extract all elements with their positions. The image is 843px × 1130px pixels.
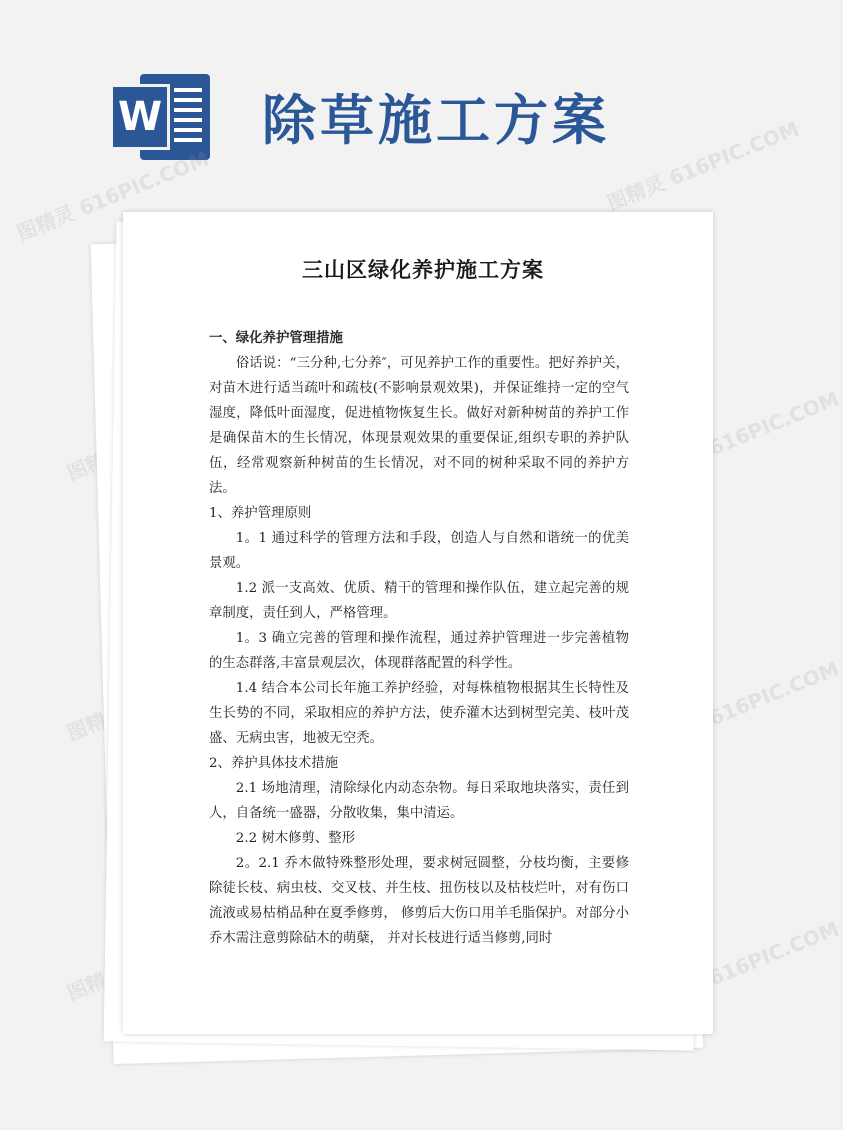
section-heading: 一、绿化养护管理措施 xyxy=(209,331,343,346)
intro-paragraph: 俗话说：“三分种,七分养″，可见养护工作的重要性。把好养护关，对苗木进行适当疏叶和疏枝(不影响景观效果)，并保证维持一定的空气湿度，降低叶面湿度，促进植物恢复生长。做好对新种树苗的养护工作是确保苗木的生长情况，体现景观效果的重要保证,组织专职的养护队伍，经常观察新种树苗的生长情况，对不同的树种采取不同的养护方法。 xyxy=(209,356,629,496)
body-paragraph: 1。1 通过科学的管理方法和手段，创造人与自然和谐统一的优美景观。 xyxy=(209,531,629,571)
watermark: 图精灵 616PIC.COM xyxy=(13,146,213,246)
text-line-decoration xyxy=(174,138,202,142)
header-title: 除草施工方案 xyxy=(262,89,610,152)
word-logo-letter: W xyxy=(110,84,170,150)
text-line-decoration xyxy=(174,88,202,92)
body-paragraph: 2.2 树木修剪、整形 xyxy=(235,831,356,846)
document-page xyxy=(123,212,713,1034)
watermark: 图精灵 616PIC.COM xyxy=(643,386,843,486)
subsection-heading: 1、养护管理原则 xyxy=(209,506,312,521)
watermark: 图精灵 616PIC.COM xyxy=(643,656,843,756)
text-line-decoration xyxy=(174,108,202,112)
word-document-icon xyxy=(110,74,214,160)
body-paragraph: 2.1 场地清理，清除绿化内动态杂物。每日采取地块落实，责任到人，自备统一盛器，分散收集，集中清运。 xyxy=(209,781,629,821)
text-line-decoration xyxy=(174,128,202,132)
watermark: 图精灵 616PIC.COM xyxy=(603,116,803,216)
watermark: 图精灵 xyxy=(63,700,129,746)
body-paragraph: 1.2 派一支高效、优质、精干的管理和操作队伍，建立起完善的规章制度，责任到人，严格管理。 xyxy=(209,581,629,621)
watermark: 图精灵 616PIC.COM xyxy=(643,916,843,1016)
watermark: 图精灵 xyxy=(63,960,129,1006)
text-line-decoration xyxy=(174,98,202,102)
text-line-decoration xyxy=(174,118,202,122)
document-title: 三山区绿化养护施工方案 xyxy=(302,258,544,282)
header-banner xyxy=(0,0,800,200)
body-paragraph: 1.4 结合本公司长年施工养护经验，对每株植物根据其生长特性及生长势的不同，采取相应的养护方法，使乔灌木达到树型完美、枝叶茂盛、无病虫害，地被无空秃。 xyxy=(209,681,629,746)
body-paragraph: 1。3 确立完善的管理和操作流程，通过养护管理进一步完善植物的生态群落,丰富景观层次，体现群落配置的科学性。 xyxy=(209,631,629,671)
body-paragraph: 2。2.1 乔木做特殊整形处理，要求树冠圆整，分枝均衡，主要修除徒长枝、病虫枝、交叉枝、并生枝、扭伤枝以及枯枝烂叶，对有伤口流液或易枯梢品种在夏季修剪， 修剪后大伤口用羊毛脂保护。对部分小乔木需注意剪除砧木的萌蘖， 并对长枝进行适当修剪,同时 xyxy=(209,856,629,946)
subsection-heading: 2、养护具体技术措施 xyxy=(209,756,339,771)
